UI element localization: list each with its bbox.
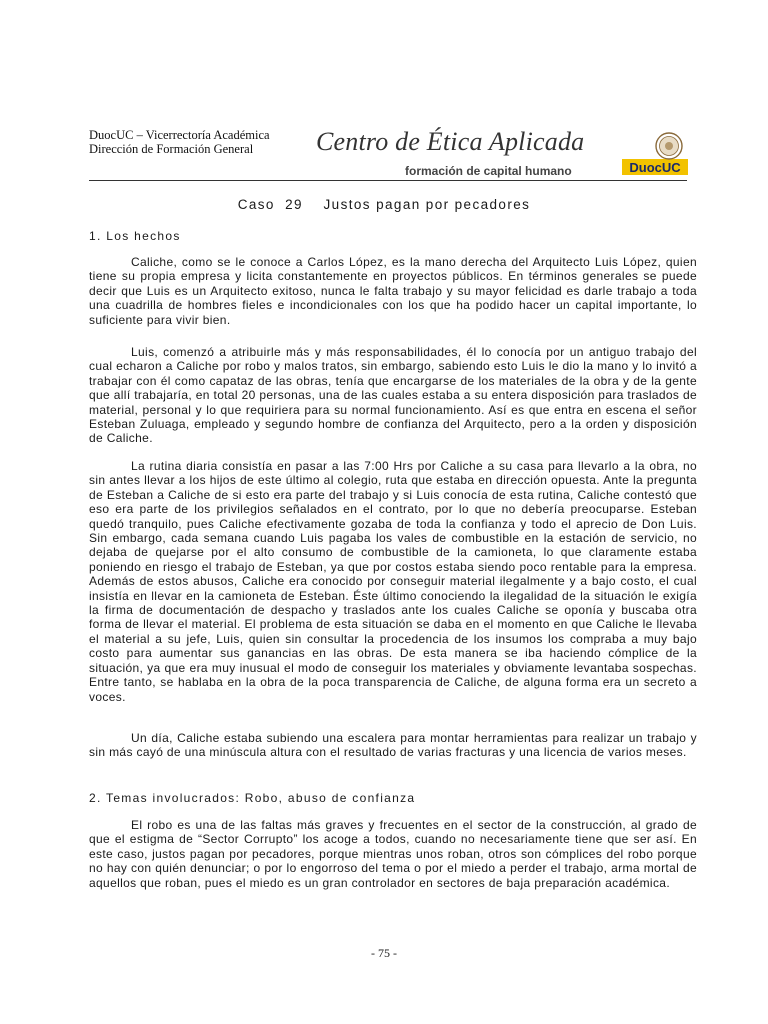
svg-text:DuocUC: DuocUC (629, 160, 681, 175)
header-center-subtitle: formación de capital humano (405, 164, 572, 178)
header-rule (89, 180, 687, 181)
section-heading-hechos: 1. Los hechos (89, 229, 181, 243)
section-heading-temas: 2. Temas involucrados: Robo, abuso de confianza (89, 791, 416, 805)
paragraph: La rutina diaria consistía en pasar a las 7:00 Hrs por Caliche a su casa para llevarlo a la obra, no sin antes llevar a los hijos de este último al colegio, ruta que estaba en dirección opuesta. Ante la pregunta de Esteban a Caliche de si esto era parte del trabajo y si Luis conocía de esta rutina, Caliche contestó que eso era parte de los privilegios señalados en el contrato, por lo que no debería preocuparse. Esteban quedó tranquilo, pues Caliche efectivamente gozaba de toda la confianza y todo el aprecio de Don Luis. Sin embargo, cada semana cuando Luis pagaba los vales de combustible en la estación de servicio, no dejaba de quejarse por el alto consumo de combustible de la camioneta, lo que claramente estaba poniendo en riesgo el trabajo de Esteban, ya que por costos estaba siendo poco rentable para la empresa. Además de estos abusos, Caliche era conocido por conseguir material ilegalmente y a bajo costo, el cual insistía en llevar en la camioneta de Esteban. Éste último conociendo la ilegalidad de la situación le exigía la firma de documentación de despacho y traslados ante los cuales Caliche se oponía y buscaba otra forma de llevar el material. El problema de esta situación se daba en el momento en que Caliche le llevaba el material a su jefe, Luis, quien sin consultar la procedencia de los insumos los compraba a muy bajo costo para aumentar sus ganancias en las obras. De esta manera se iba haciendo cómplice de la situación, ya que era muy inusual el modo de conseguir los materiales y obviamente levantaba sospechas. Entre tanto, se hablaba en la obra de la poca transparencia de Caliche, de alguna forma era un secreto a voces. (89, 459, 697, 704)
header-center-title: Centro de Ética Aplicada (316, 127, 585, 156)
header-org-line2: Dirección de Formación General (89, 142, 254, 156)
paragraph: El robo es una de las faltas más graves y frecuentes en el sector de la construcción, al grado de que el estigma de “Sector Corrupto” los acoge a todos, cuando no necesariamente tiene que ser así. En este caso, justos pagan por pecadores, porque mientras unos roban, otros son cómplices del robo porque no hay con quién denunciar; o por lo engorroso del tema o por el miedo a perder el trabajo, arma mortal de aquellos que roban, pues el miedo es un gran controlador en sectores de baja preparación académica. (89, 818, 697, 890)
header-org-line1: DuocUC – Vicerrectoría Académica (89, 128, 270, 142)
paragraph: Luis, comenzó a atribuirle más y más responsabilidades, él lo conocía por un antiguo trabajo del cual echaron a Caliche por robo y malos tratos, sin embargo, sabiendo esto Luis le dio la mano y lo invitó a trabajar con él como capataz de las obras, tenía que encargarse de los materiales de la obra y de la gente que allí trabajaría, en total 20 personas, una de las cuales estaba a su entera disposición para traslados de material, personal y lo que requiriera para su normal funcionamiento. Así es que entra en escena el señor Esteban Zuluaga, empleado y segundo hombre de confianza del Arquitecto, pero a la orden y disposición de Caliche. (89, 345, 697, 446)
header-organization (89, 128, 270, 156)
page-number: - 75 - (371, 946, 397, 960)
paragraph: Caliche, como se le conoce a Carlos López, es la mano derecha del Arquitecto Luis López, quien tiene su propia empresa y licita constantemente en proyectos públicos. En términos generales se puede decir que Luis es un Arquitecto exitoso, nunca le falta trabajo y su mayor felicidad es darle trabajo a toda una cuadrilla de hombres fieles e incondicionales con los que ha podido hacer un capital importante, lo suficiente para vivir bien. (89, 255, 697, 327)
paragraph: Un día, Caliche estaba subiendo una escalera para montar herramientas para realizar un trabajo y sin más cayó de una minúscula altura con el resultado de varias fracturas y una licencia de varios meses. (89, 731, 697, 760)
case-title: Caso 29 Justos pagan por pecadores (237, 197, 531, 212)
duocuc-logo (620, 131, 690, 177)
